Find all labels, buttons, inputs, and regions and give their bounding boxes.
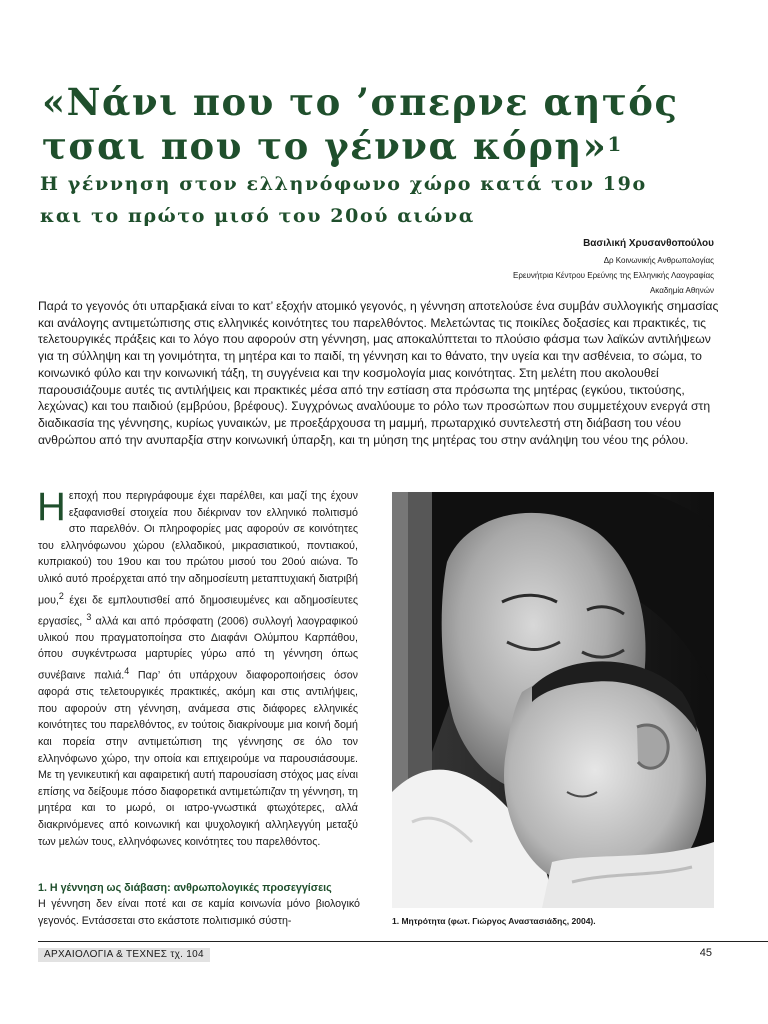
body-text-3: αλλά και από πρόσφατη (2006) συλλογή λαογραφικού υλικού που πραγματοποίησα στο Διαφάνι Ολύμπου Καρπάθου, όπου συγκέντρωσα μαρτυρίες γύρω από τη γέννηση όπως συνέβαινε παλιά.: [38, 615, 358, 682]
photo-caption: 1. Μητρότητα (φωτ. Γιώργος Αναστασιάδης, 2004).: [392, 916, 596, 926]
subtitle-line-1: Η γέννηση στον ελληνόφωνο χώρο κατά τον 19ο: [40, 173, 647, 195]
body-column: [37, 485, 358, 850]
title-line-1: «Νάνι που το ’σπερνε αητός: [42, 80, 679, 124]
author-institution: Ακαδημία Αθηνών: [649, 286, 714, 295]
section-heading: 1. Η γέννηση ως διάβαση: ανθρωπολογικές προσεγγίσεις: [38, 882, 332, 894]
body-text-1: εποχή που περιγράφουμε έχει παρέλθει, και μαζί της έχουν εξαφανισθεί στοιχεία που διέκριναν τον ελληνικό πολιτισμό στο παρελθόν. Οι πληροφορίες μας αφορούν σε κοινότητες του ελληνόφωνου χώρου (ελλαδικού, μικρασιατικού, ποντιακού, κυπριακού) του 19ου και του πρώτου μισού του 20ού αιώνα. Το υλικό αυτό προέρχεται από την αδημοσίευτη μεταπτυχιακή διατριβή μου,: [38, 490, 358, 607]
body-text-2: έχει δε εμπλουτισθεί από δημοσιευμένες και αδημοσίευτες εργασίες,: [38, 594, 358, 628]
drop-cap: Η: [37, 485, 66, 529]
photo-illustration: [392, 492, 714, 908]
author-name: Βασιλική Χρυσανθοπούλου: [583, 238, 714, 249]
mother-and-baby-photo: [392, 492, 714, 908]
author-title: Δρ Κοινωνικής Ανθρωπολογίας: [603, 256, 714, 265]
abstract: Παρά το γεγονός ότι υπαρξιακά είναι το κατ’ εξοχήν ατομικό γεγονός, η γέννηση αποτελούσε ένα συμβάν συλλογικής σημασίας και ανάλογης αντιμετώπισης στις ελληνικές κοινότητες του παρελθόντος. Μελετώντας τις ποικίλες δοξασίες και πρακτικές, τις τελετουργικές πράξεις και το λόγο που αφορούν στη γέννηση, μας αποκαλύπτεται το πλούσιο φάσμα των λαϊκών αντιλήψεων για τη σύλληψη και τη γονιμότητα, τη μητέρα και το παιδί, τη γέννηση και το θάνατο, την υγεία και την ασθένεια, το σώμα, το κοινωνικό φύλο και την κοινωνική τάξη, τη συγγένεια και την κοσμολογία μιας κοινότητας. Στη μελέτη που ακολουθεί παρουσιάζουμε αυτές τις αντιλήψεις και πρακτικές μέσα από την εστίαση στα πρόσωπα της μητέρας (εγκύου, τικτούσης, λεχώνας) και του παιδιού (εμβρύου, βρέφους). Συγχρόνως αναλύουμε το ρόλο των προσώπων που συμμετέχουν ενεργά στη διαδικασία της γέννησης, κυρίως γυναικών, με προεξάρχουσα τη μαμμή, πρωταρχικό συντελεστή στη διάβαση του νέου ανθρώπου από την ανυπαρξία στην κοινωνική ύπαρξη, και τη μύηση της μητέρας του στην ανάληψη του νέου της ρόλου.: [38, 299, 719, 447]
title-footnote-marker[interactable]: 1: [607, 132, 623, 156]
title-line-2: τσαι που το γέννα κόρη»: [42, 124, 608, 168]
article-subtitle: [40, 168, 740, 232]
footnote-marker-3[interactable]: 3: [86, 611, 92, 622]
footnote-marker-4[interactable]: 4: [124, 666, 130, 677]
page-number: 45: [699, 947, 712, 959]
section-text: Η γέννηση δεν είναι ποτέ και σε καμία κοινωνία μόνο βιολογικό γεγονός. Εντάσσεται στο εκάστοτε πολιτισμικό σύστη-: [38, 898, 360, 927]
footer-journal-label: ΑΡΧΑΙΟΛΟΓΙΑ & ΤΕΧΝΕΣ τχ. 104: [38, 948, 210, 962]
body-text-4: Παρ’ ότι υπάρχουν διαφοροποιήσεις όσον αφορά στις τελετουργικές πρακτικές, ακόμη και στις αντιλήψεις, που αφορούν στη γέννηση, ανάμεσα στις διάφορες ελληνικές κοινότητες του παρελθόντος, εν τούτοις διακρίνουμε μια κοινή δομή και πορεία στην αντιμετώπιση της γέννησης σε όλο τον ελληνόφωνο χώρο, την οποία και επιχειρούμε να παρουσιάσουμε. Με τη γενικευτική και αφαιρετική αυτή παρουσίαση στόχος μας είναι επίσης να δείξουμε πόσο διαφορετικά αντιμετώπιζαν τη γέννηση, τη μητέρα και το μωρό, οι ιατρο-γνωστικά φτωχότερες, αλλά διακρινόμενες από κοινωνική και ψυχολογική αλληλεγγύη μεταξύ των μελών τους, ελληνόφωνες κοινότητες του παρελθόντος.: [38, 669, 358, 848]
author-block: [513, 236, 714, 298]
footnote-marker-2[interactable]: 2: [58, 590, 64, 601]
footer-rule: [38, 941, 768, 942]
author-affiliation: Ερευνήτρια Κέντρου Ερεύνης της Ελληνικής Λαογραφίας: [512, 271, 714, 280]
article-title: [42, 80, 742, 168]
subtitle-line-2: και το πρώτο μισό του 20ού αιώνα: [40, 205, 475, 227]
